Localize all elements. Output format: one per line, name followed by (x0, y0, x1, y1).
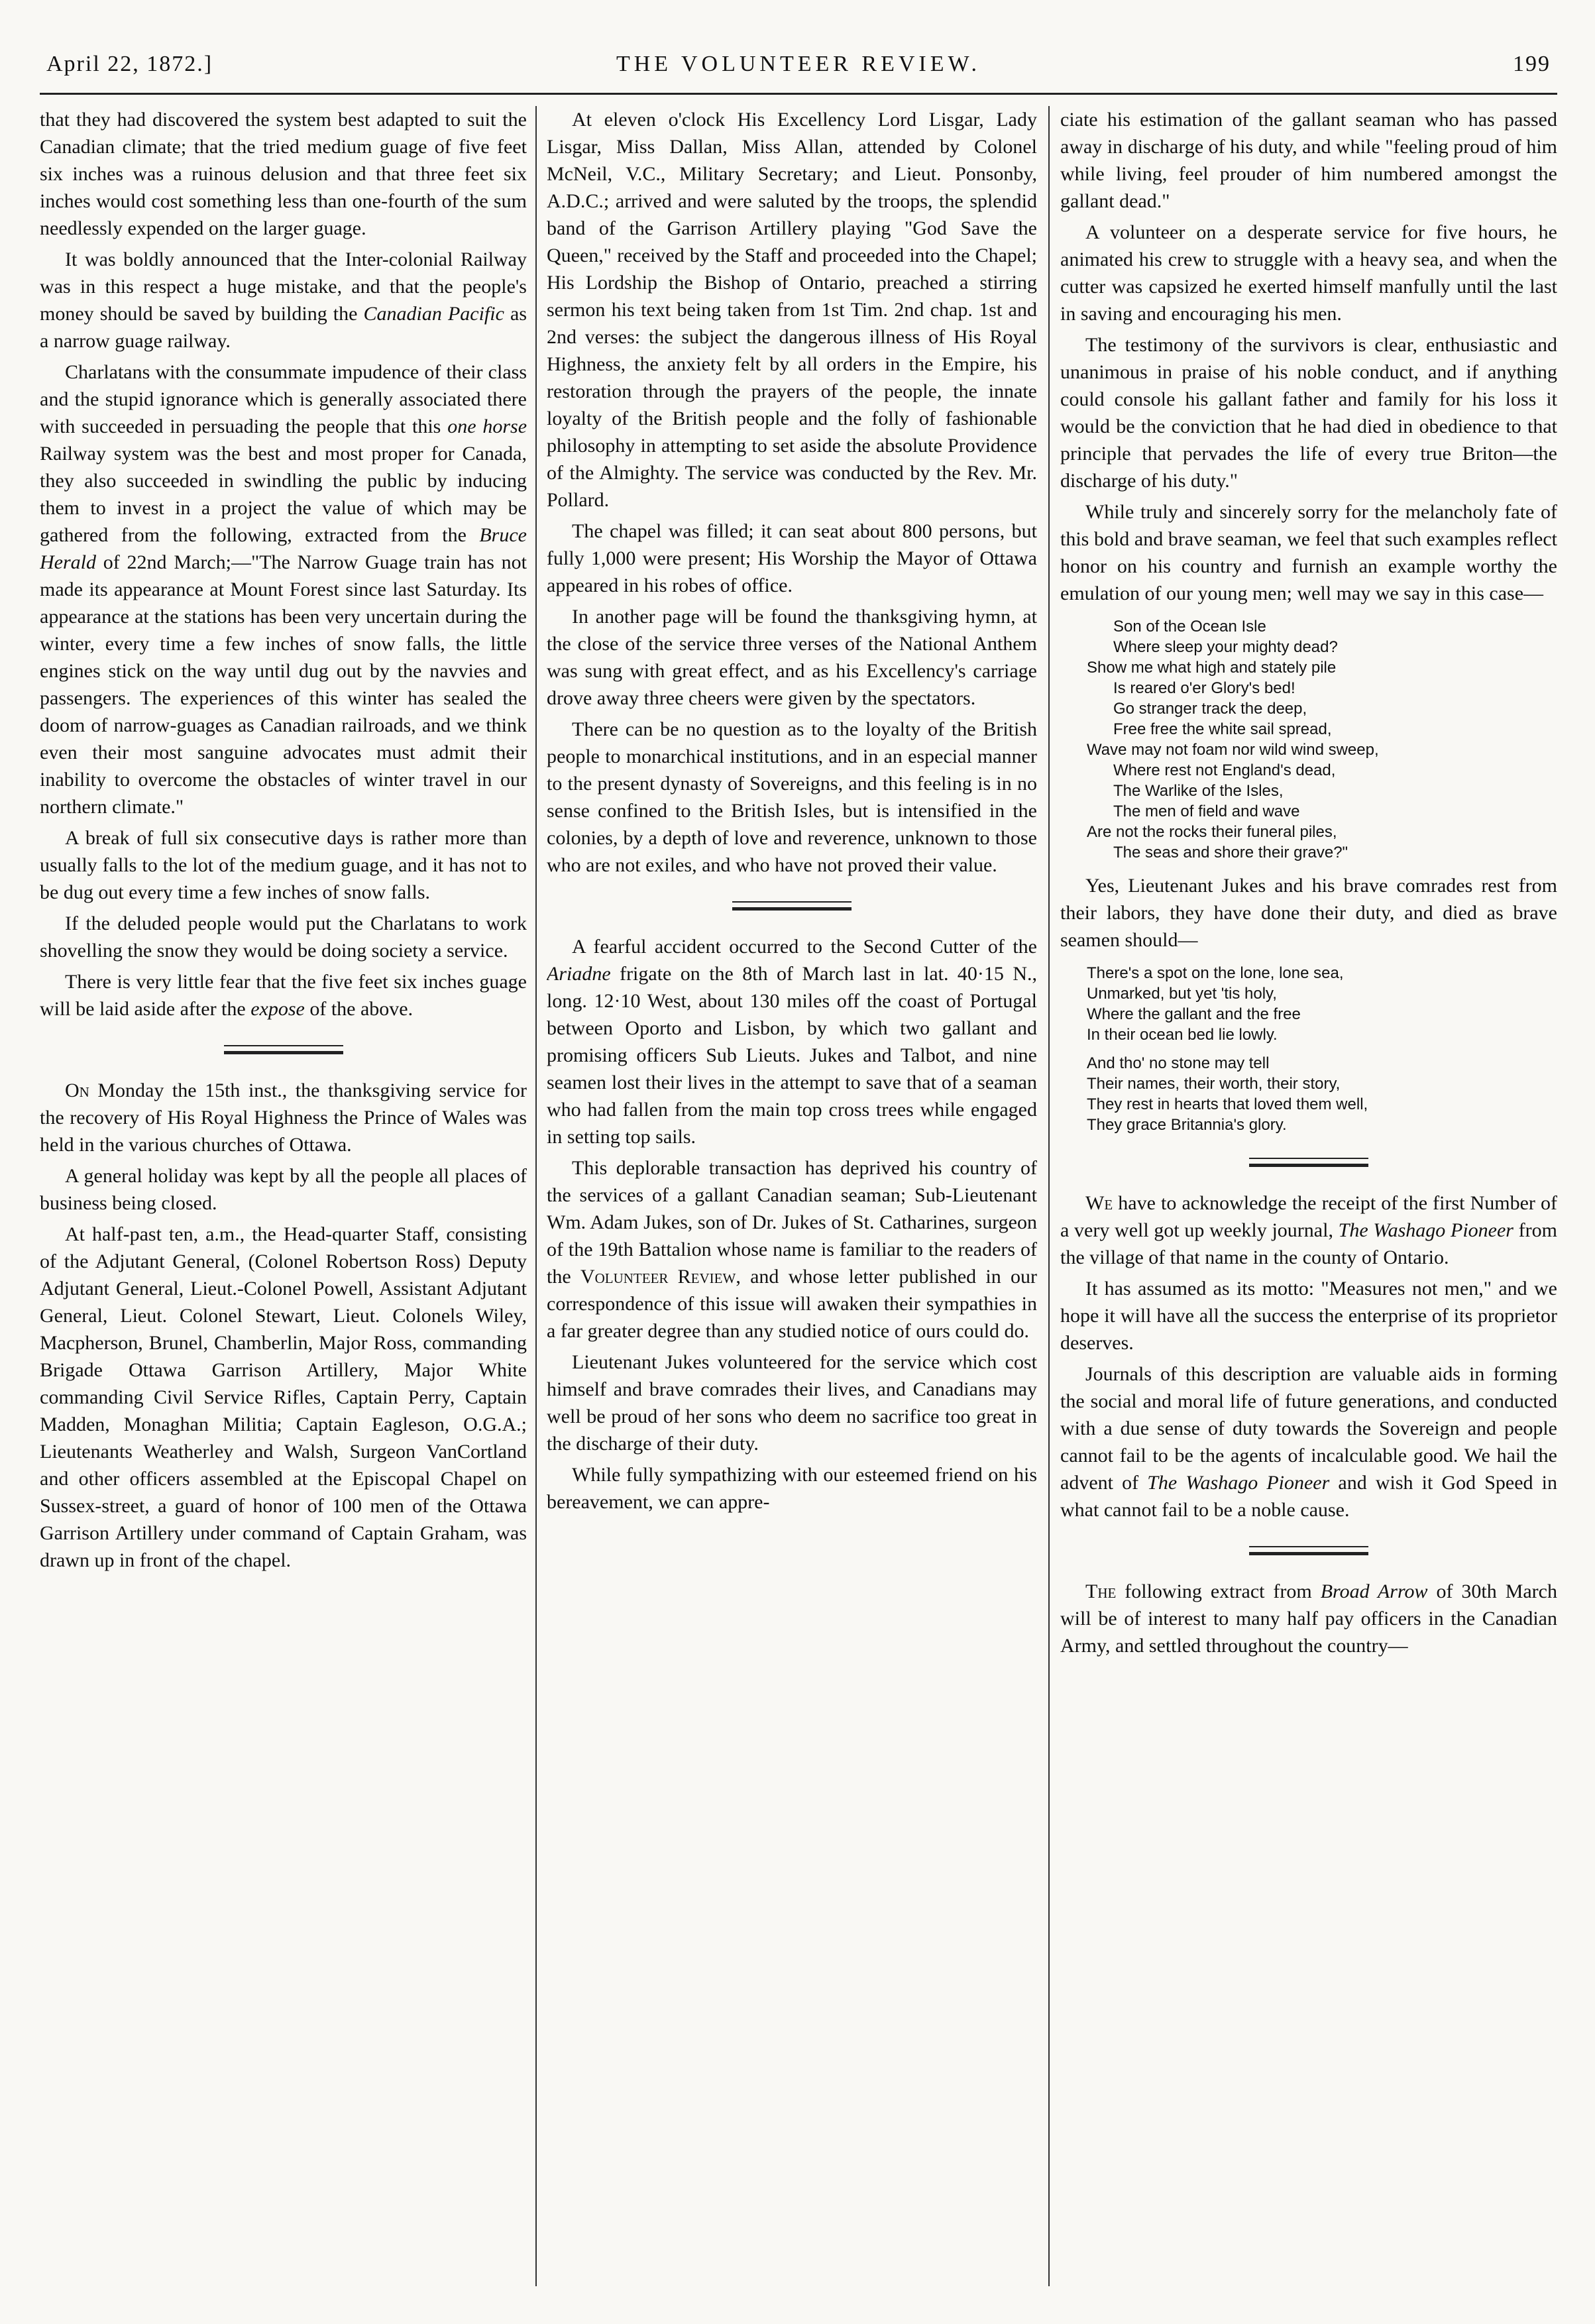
header-date: April 22, 1872.] (46, 52, 213, 76)
paragraph: At eleven o'clock His Excellency Lord Lisgar, Lady Lisgar, Miss Dallan, Miss Allan, attended by Colonel McNeil, V.C., Military Secretary; and Lieut. Ponsonby, A.D.C.; arrived and were saluted by the troops, the splendid band of the Garrison Artillery playing "God Save the Queen," received by the Staff and proceeded into the Chapel; His Lordship the Bishop of Ontario, preached a stirring sermon his text being taken from 1st Tim. 2nd chap. 1st and 2nd verses: the subject the dangerous illness of His Royal Highness, the anxiety felt by all orders in the Empire, his restoration through the prayers of the people, the innate loyalty of the British people and the folly of fashionable philosophy in attempting to set aside the absolute Providence of the Almighty. The service was conducted by the Rev. Mr. Pollard. (547, 109, 1037, 511)
paragraph: On Monday the 15th inst., the thanksgiving service for the recovery of His Royal Highness the Prince of Wales was held in the various churches of Ottawa. (40, 1079, 527, 1156)
poem-line: Are not the rocks their funeral piles, (1087, 823, 1337, 841)
paragraph: This deplorable transaction has deprived his country of the services of a gallant Canadian seaman; Sub-Lieutenant Wm. Adam Jukes, son of Dr. Jukes of St. Catharines, surgeon of the 19th Battalion whose name is familiar to the readers of the Volunteer Review, and whose letter published in our correspondence of this issue will awaken their sympathies in a far greater degree than any studied notice of ours could do. (547, 1157, 1037, 1342)
poem-line: The men of field and wave (1113, 802, 1300, 820)
poem-line: The Warlike of the Isles, (1113, 782, 1284, 800)
column-3 (1060, 106, 1557, 2280)
section-divider (1249, 1546, 1368, 1555)
poem-line: In their ocean bed lie lowly. (1087, 1026, 1278, 1044)
poem-line: And tho' no stone may tell (1087, 1054, 1270, 1072)
poem-lone-sea (1087, 963, 1557, 1135)
paragraph: While truly and sincerely sorry for the melancholy fate of this bold and brave seaman, we feel that such examples reflect honor on his country and furnish an example worthy the emulation of our young men; well may we say in this case— (1060, 501, 1557, 604)
poem-line: Son of the Ocean Isle (1113, 618, 1266, 636)
paragraph: A general holiday was kept by all the people all places of business being closed. (40, 1165, 527, 1214)
column-2 (547, 106, 1037, 2280)
page-header (40, 46, 1557, 95)
paragraph: It has assumed as its motto: "Measures not men," and we hope it will have all the success the enterprise of its proprietor deserves. (1060, 1278, 1557, 1354)
paragraph: Yes, Lieutenant Jukes and his brave comrades rest from their labors, they have done their duty, and died as brave seamen should— (1060, 875, 1557, 951)
paragraph: The following extract from Broad Arrow of 30th March will be of interest to many half pay officers in the Canadian Army, and settled throughout the country— (1060, 1580, 1557, 1657)
poem-line: The seas and shore their grave?" (1113, 844, 1348, 861)
poem-line: Is reared o'er Glory's bed! (1113, 679, 1295, 697)
section-divider (1249, 1158, 1368, 1167)
poem-line: Show me what high and stately pile (1087, 659, 1337, 677)
poem-line: Wave may not foam nor wild wind sweep, (1087, 741, 1379, 759)
paragraph: It was boldly announced that the Inter-colonial Railway was in this respect a huge mistake, and that the people's money should be saved by building the Canadian Pacific as a narrow guage railway. (40, 249, 527, 352)
paragraph: A fearful accident occurred to the Second Cutter of the Ariadne frigate on the 8th of March last in lat. 40·15 N., long. 12·10 West, about 130 miles off the coast of Portugal between Oporto and Lisbon, by which two gallant and promising officers Sub Lieuts. Jukes and Talbot, and nine seamen lost their lives in the attempt to save that of a seaman who had fallen from the main top cross trees while engaged in setting top sails. (547, 936, 1037, 1148)
paragraph: The testimony of the survivors is clear, enthusiastic and unanimous in praise of his noble conduct, and if anything could console his gallant father and family for his loss it would be the conviction that he had died in obedience to that principle that pervades the life of every true Briton—the discharge of his duty." (1060, 334, 1557, 492)
poem-line: There's a spot on the lone, lone sea, (1087, 964, 1344, 982)
poem-line: Go stranger track the deep, (1113, 700, 1307, 718)
paragraph: If the deluded people would put the Charlatans to work shovelling the snow they would be doing society a service. (40, 913, 527, 962)
column-1 (40, 106, 527, 2280)
poem-line: Where sleep your mighty dead? (1113, 638, 1338, 656)
paragraph: that they had discovered the system best adapted to suit the Canadian climate; that the tried medium guage of five feet six inches was a ruinous delusion and that three feet six inches would cost something less than one-fourth of the sum needlessly expended on the larger guage. (40, 109, 527, 239)
column-rule (1048, 106, 1050, 2286)
poem-line: They grace Britannia's glory. (1087, 1116, 1287, 1134)
poem-line: Where rest not England's dead, (1113, 761, 1336, 779)
column-rule (535, 106, 537, 2286)
poem-ocean-isle (1087, 616, 1557, 863)
section-divider (732, 901, 852, 911)
paragraph: There is very little fear that the five feet six inches guage will be laid aside after the expose of the above. (40, 971, 527, 1020)
poem-line: Their names, their worth, their story, (1087, 1075, 1341, 1093)
page-number: 199 (1513, 52, 1551, 76)
poem-line: Free free the white sail spread, (1113, 720, 1332, 738)
paragraph: A volunteer on a desperate service for five hours, he animated his crew to struggle with a heavy sea, and when the cutter was capsized he exerted himself manfully until the last in saving and encouraging his men. (1060, 221, 1557, 325)
paragraph: In another page will be found the thanksgiving hymn, at the close of the service three verses of the National Anthem was sung with great effect, and as his Excellency's carriage drove away three cheers were given by the spectators. (547, 606, 1037, 709)
paragraph: We have to acknowledge the receipt of the first Number of a very well got up weekly journal, The Washago Pioneer from the village of that name in the county of Ontario. (1060, 1192, 1557, 1268)
poem-line: Where the gallant and the free (1087, 1005, 1301, 1023)
poem-line: Unmarked, but yet 'tis holy, (1087, 985, 1277, 1003)
section-divider (224, 1045, 343, 1054)
paragraph: A break of full six consecutive days is rather more than usually falls to the lot of the medium guage, and it has not to be dug out every time a few inches of snow falls. (40, 827, 527, 903)
paragraph: While fully sympathizing with our esteemed friend on his bereavement, we can appre- (547, 1464, 1037, 1513)
paragraph: At half-past ten, a.m., the Head-quarter Staff, consisting of the Adjutant General, (Colonel Robertson Ross) Deputy Adjutant General, Lieut.-Colonel Powell, Assistant Adjutant General, Lieut. Colonel Stewart, Lieut. Colonels Wiley, Macpherson, Brunel, Chamberlin, Major Ross, commanding Brigade Ottawa Garrison Artillery, Major White commanding Civil Service Rifles, Captain Perry, Captain Madden, Monaghan Militia; Captain Eagleson, O.G.A.; Lieutenants Weatherley and Walsh, Surgeon VanCortland and other officers assembled at the Episcopal Chapel on Sussex-street, a guard of honor of 100 men of the Ottawa Garrison Artillery under command of Captain Graham, was drawn up in front of the chapel. (40, 1223, 527, 1571)
poem-line: They rest in hearts that loved them well, (1087, 1095, 1368, 1113)
paragraph: Charlatans with the consummate impudence of their class and the stupid ignorance which is generally associated there with succeeded in persuading the people that this one horse Railway system was the best and most proper for Canada, they also succeeded in swindling the public by inducing them to invest in a project the value of which may be gathered from the following, extracted from the Bruce Herald of 22nd March;—"The Narrow Guage train has not made its appearance at Mount Forest since last Saturday. Its appearance at the stations has been very uncertain during the winter, every time a few inches of snow falls, the little engines stick on the way until dug out by the navvies and passengers. The experiences of this winter has sealed the doom of narrow-guages as Canadian railroads, and we think even their most sanguine advocates must admit their inability to overcome the obstacles of winter travel in our northern climate." (40, 361, 527, 818)
paragraph: Journals of this description are valuable aids in forming the social and moral life of future generations, and conducted with a due sense of duty towards the Sovereign and people cannot fail to be the agents of incalculable good. We hail the advent of The Washago Pioneer and wish it God Speed in what cannot fail to be a noble cause. (1060, 1363, 1557, 1521)
paragraph: Lieutenant Jukes volunteered for the service which cost himself and brave comrades their lives, and Canadians may well be proud of her sons who deem no sacrifice too great in the discharge of their duty. (547, 1351, 1037, 1455)
paragraph: The chapel was filled; it can seat about 800 persons, but fully 1,000 were present; His Worship the Mayor of Ottawa appeared in his robes of office. (547, 520, 1037, 596)
masthead-title: THE VOLUNTEER REVIEW. (616, 52, 981, 76)
paragraph: There can be no question as to the loyalty of the British people to monarchical institutions, and in an especial manner to the present dynasty of Sovereigns, and this feeling is in no sense confined to the British Isles, but is intensified in the colonies, by a depth of love and reverence, unknown to those who are not exiles, and who have not proved their value. (547, 718, 1037, 876)
paragraph: ciate his estimation of the gallant seaman who has passed away in discharge of his duty, and while "feeling proud of him while living, feel prouder of him numbered amongst the gallant dead." (1060, 109, 1557, 212)
